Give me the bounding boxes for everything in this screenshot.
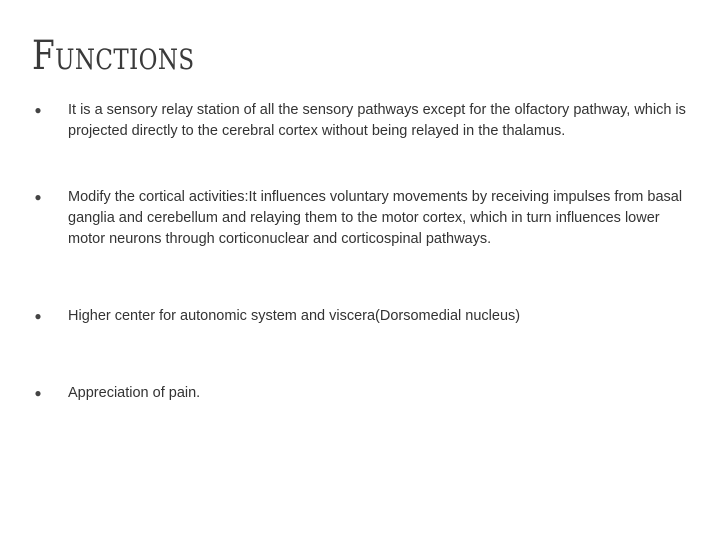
bullet-text: Modify the cortical activities:It influences voluntary movements by receiving impulses from basal ganglia and cerebellum and relaying them to the motor cortex, which in turn influences lower motor neurons through corticonuclear and corticospinal pathways.	[68, 189, 683, 247]
bullet-item	[32, 100, 692, 142]
bullet-item	[32, 383, 692, 404]
bullet-item	[32, 187, 692, 250]
bullet-dot-icon: ●	[34, 103, 42, 117]
bullet-dot-icon: ●	[34, 386, 42, 400]
bullet-dot-icon: ●	[34, 309, 42, 323]
bullet-text: Higher center for autonomic system and viscera(Dorsomedial nucleus)	[68, 308, 521, 324]
slide-title: Functions	[32, 33, 195, 79]
bullet-list	[32, 100, 692, 404]
bullet-text: It is a sensory relay station of all the sensory pathways except for the olfactory pathway, which is projected directly to the cerebral cortex without being relayed in the thalamus.	[68, 102, 686, 139]
bullet-dot-icon: ●	[34, 190, 42, 204]
bullet-text: Appreciation of pain.	[68, 385, 201, 401]
bullet-item	[32, 306, 692, 327]
